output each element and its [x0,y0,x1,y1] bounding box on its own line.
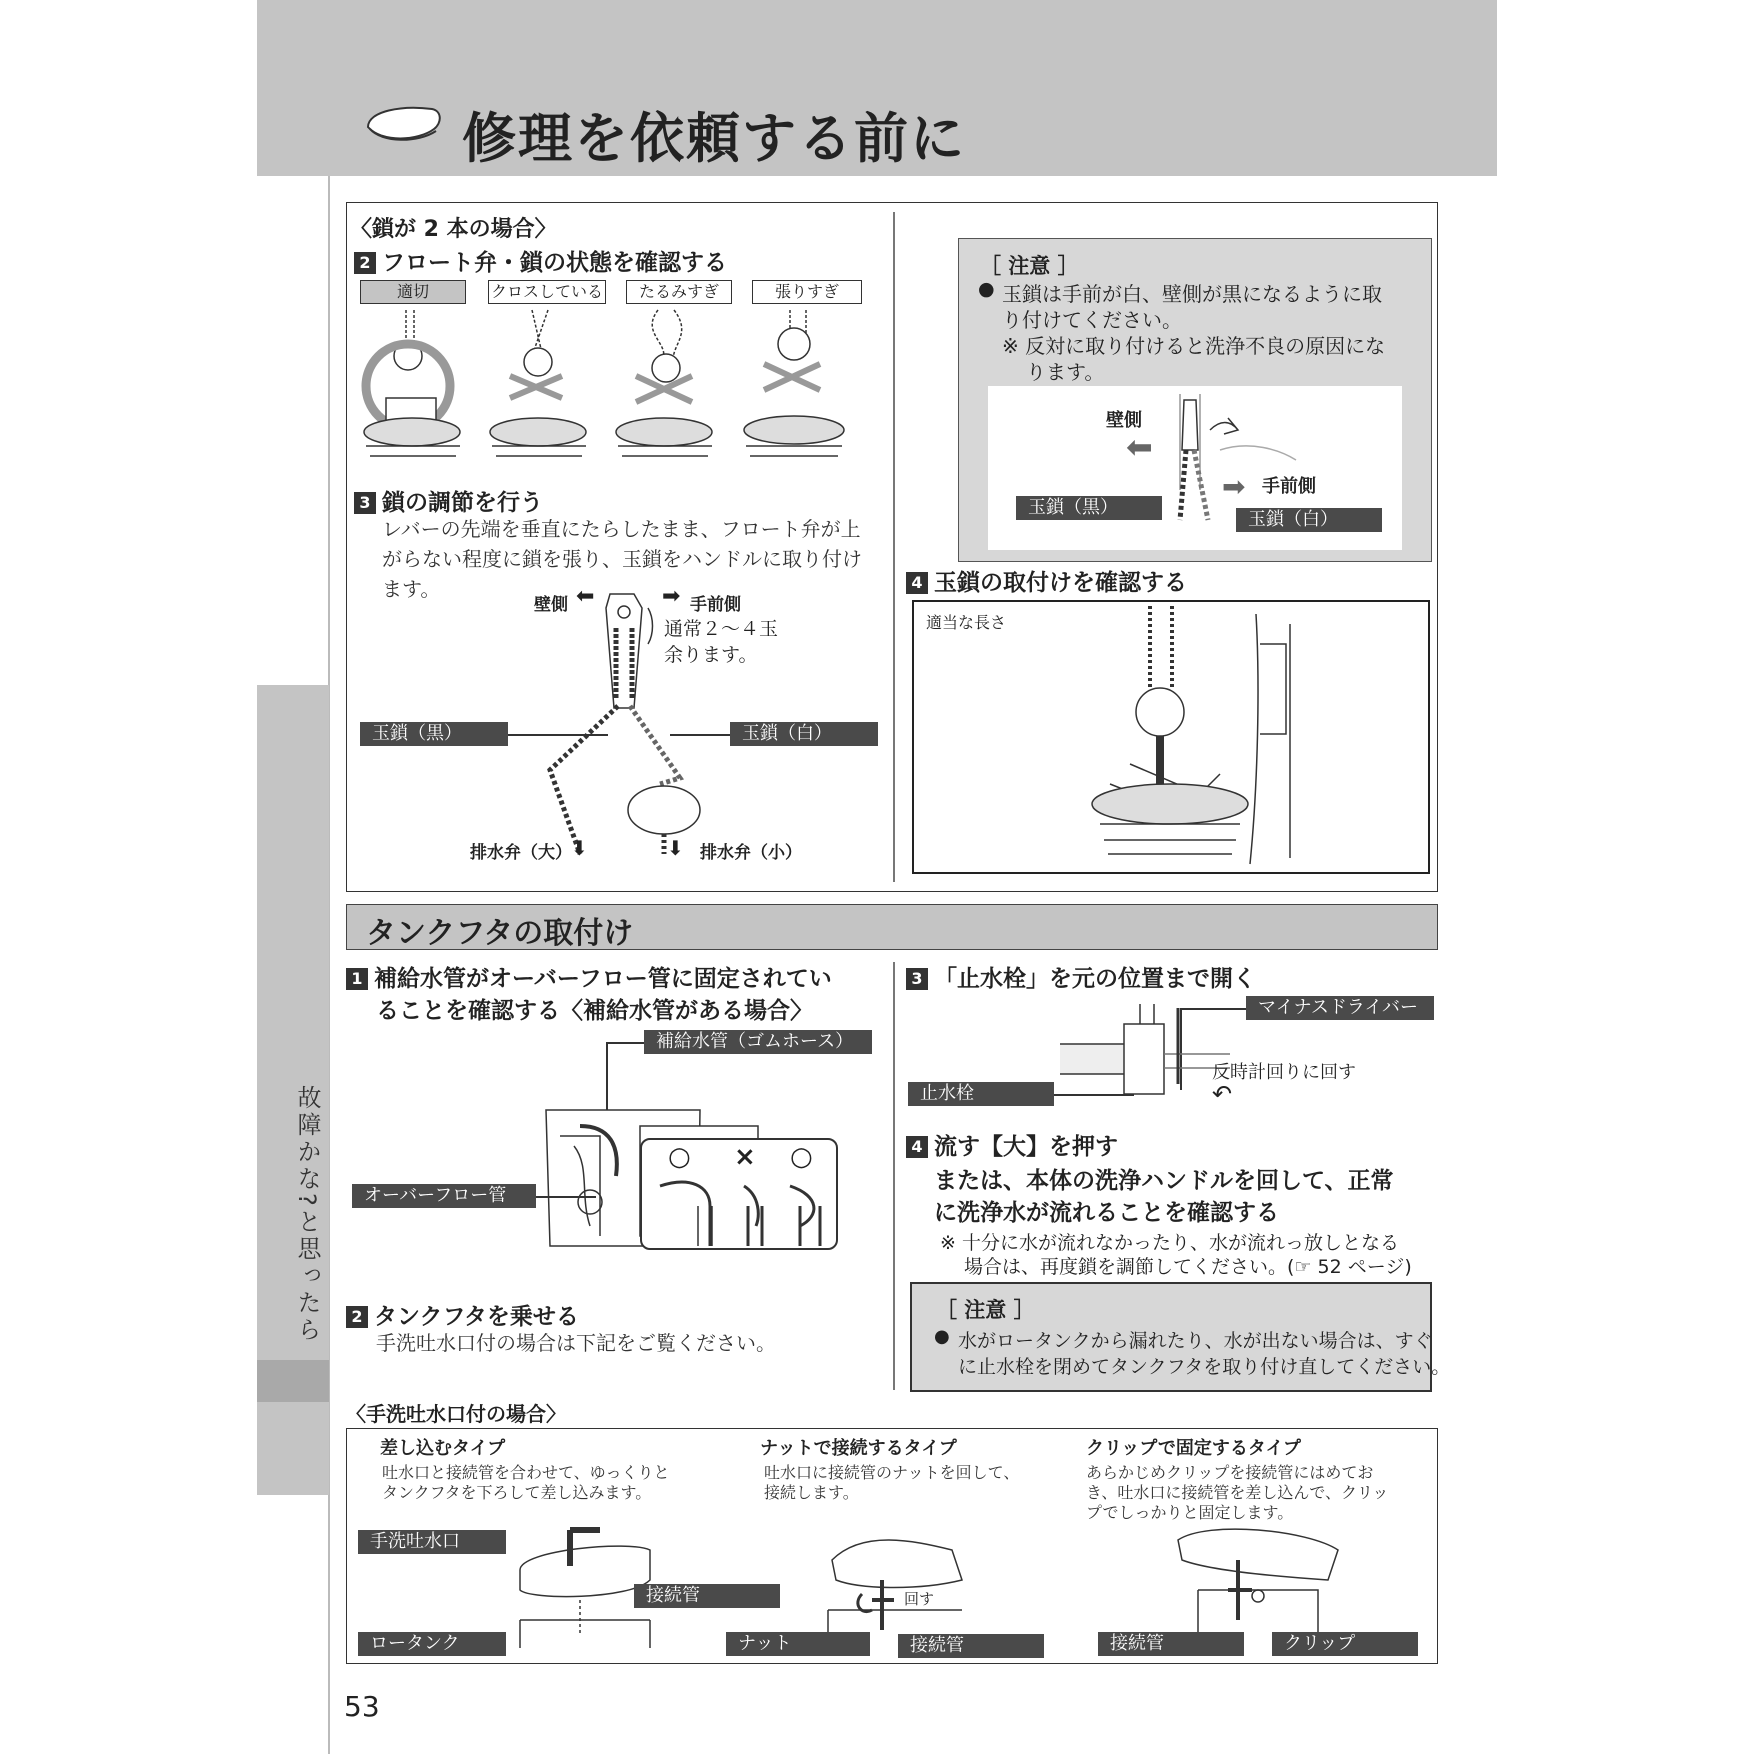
tank-step4-note: ※ 十分に水が流れなかったり、水が流れっ放しとなる [940,1232,1399,1254]
pipe-option-drawings [650,1176,830,1246]
clip-type-text: あらかじめクリップを接続管にはめてお [1086,1463,1374,1482]
clip-type-text-3: プでしっかりと固定します。 [1086,1503,1294,1522]
caution-line: 玉鎖は手前が白、壁側が黒になるように取 [1002,282,1382,306]
front-arrow-icon: ➡ [662,584,681,609]
side-tab-marker [257,1360,329,1402]
overflow-pipe-label: オーバーフロー管 [352,1184,536,1208]
white-chain-label: 玉鎖（白） [730,722,878,746]
leader-line [536,1196,596,1198]
proper-length-caption: 適当な長さ [926,613,1007,632]
front-arrow-icon: ➡ [1222,470,1246,503]
tank-step2-text: 手洗吐水口付の場合は下記をご覧ください。 [376,1331,776,1355]
spare-balls-text-2: 余ります。 [664,644,758,666]
white-chain-label: 玉鎖（白） [1236,508,1382,532]
state-label-crossed: クロスしている [488,280,606,304]
wall-arrow-icon: ⬅ [1126,428,1153,466]
leader-line [508,734,608,736]
section-title: タンクフタの取付け [366,916,634,951]
proper-length-illustration [1060,604,1360,868]
tank-step4-note-2: 場合は、再度鎖を調節してください。(☞ 52 ページ) [964,1256,1412,1278]
insert-type-text-2: タンクフタを下ろして差し込みます。 [382,1483,652,1502]
tank-step3-heading: 3 「止水栓」を元の位置まで開く [906,960,1256,993]
front-side-label: 手前側 [1262,476,1316,497]
wall-arrow-icon: ⬅ [576,584,595,609]
tank-step1-heading: 1 補給水管がオーバーフロー管に固定されてい [346,960,832,993]
insert-type-text: 吐水口と接続管を合わせて、ゆっくりと [382,1463,670,1482]
side-tab-label: 故障かな?と思ったら [293,1085,321,1344]
turn-label: 回す [904,1590,935,1608]
caution-line: に止水栓を閉めてタンクフタを取り付け直してください。 [958,1356,1451,1378]
step3-heading: 3 鎖の調節を行う [354,484,543,517]
drain-large-label: 排水弁（大） [470,843,572,863]
tank-step2-heading: 2 タンクフタを乗せる [346,1298,579,1331]
nut-label: ナット [726,1632,870,1656]
insert-type-title: 差し込むタイプ [380,1438,506,1459]
page-number: 53 [344,1690,380,1723]
column-divider [893,212,895,882]
caution-title: ［ 注意 ］ [980,254,1079,278]
state-label-tight: 張りすぎ [752,280,862,304]
clip-label: クリップ [1272,1632,1418,1656]
ng-mark: × [734,1142,756,1172]
down-arrow-icon: ⬇ [571,836,588,860]
front-side-label: 手前側 [690,595,741,615]
caution-line: り付けてください。 [1002,308,1182,332]
pipe-label: 接続管 [634,1584,780,1608]
toilet-seat-icon [362,103,444,149]
stop-valve-label: 止水栓 [908,1082,1054,1106]
tank-step4-heading-3: に洗浄水が流れることを確認する [934,1200,1279,1226]
drain-small-label: 排水弁（小） [700,843,802,863]
tank-label: ロータンク [358,1632,506,1656]
caution-title: ［ 注意 ］ [936,1298,1035,1322]
spout-label: 手洗吐水口 [358,1530,506,1554]
nut-type-text-2: 接続します。 [764,1483,859,1502]
caution-line: 水がロータンクから漏れたり、水が出ない場合は、すぐ [958,1330,1433,1352]
state-label-slack: たるみすぎ [626,280,732,304]
page-title: 修理を依頼する前に [462,107,966,170]
clip-type-title: クリップで固定するタイプ [1086,1438,1301,1459]
step4-heading: 4 玉鎖の取付けを確認する [906,564,1187,597]
step2-heading: 2 フロート弁・鎖の状態を確認する [354,244,727,277]
caution-bullet: ● [978,278,995,300]
float-valve-illustrations [356,306,866,470]
black-chain-label: 玉鎖（黒） [360,722,508,746]
nut-type-illustration [822,1520,972,1650]
supply-pipe-label: 補給水管（ゴムホース） [644,1030,872,1054]
clip-type-illustration [1168,1520,1348,1650]
column-divider [893,962,895,1390]
ok-mark: ○ [790,1142,813,1172]
ok-mark: ○ [668,1142,691,1172]
case-title: 〈鎖が 2 本の場合〉 [350,217,557,242]
step3-text: レバーの先端を垂直にたらしたまま、フロート弁が上がらない程度に鎖を張り、玉鎖をハンドルに取り付けます。 [382,517,862,601]
leader-line [606,1042,644,1044]
caution-bullet: ● [934,1326,950,1347]
faucet-case-title: 〈手洗吐水口付の場合〉 [346,1402,566,1426]
tank-step1-heading-2: ることを確認する〈補給水管がある場合〉 [376,998,813,1024]
stop-valve-illustration [1060,1004,1233,1114]
ccw-arrow-icon: ↶ [1212,1080,1233,1108]
tank-step4-heading: 4 流す【大】を押す [906,1128,1118,1161]
spare-balls-text-1: 通常２～４玉 [664,618,779,640]
nut-type-title: ナットで接続するタイプ [760,1438,957,1459]
clip-type-text-2: き、吐水口に接続管を差し込んで、クリッ [1086,1483,1389,1502]
down-arrow-icon: ⬇ [667,836,684,860]
caution-note: ります。 [1026,360,1105,384]
caution-note: ※ 反対に取り付けると洗浄不良の原因にな [1002,334,1386,358]
wall-side-label: 壁側 [534,595,568,615]
leader-line [670,734,730,736]
nut-type-text: 吐水口に接続管のナットを回して、 [764,1463,1020,1482]
screwdriver-label: マイナスドライバー [1246,996,1434,1020]
black-chain-label: 玉鎖（黒） [1016,496,1162,520]
state-label-proper: 適切 [360,280,466,304]
pipe-label: 接続管 [1098,1632,1244,1656]
ccw-instruction: 反時計回りに回す [1212,1062,1356,1083]
pipe-label: 接続管 [898,1634,1044,1658]
tank-step4-heading-2: または、本体の洗浄ハンドルを回して、正常 [934,1168,1394,1194]
wall-side-label: 壁側 [1106,410,1142,431]
leader-line [1054,1094,1134,1096]
